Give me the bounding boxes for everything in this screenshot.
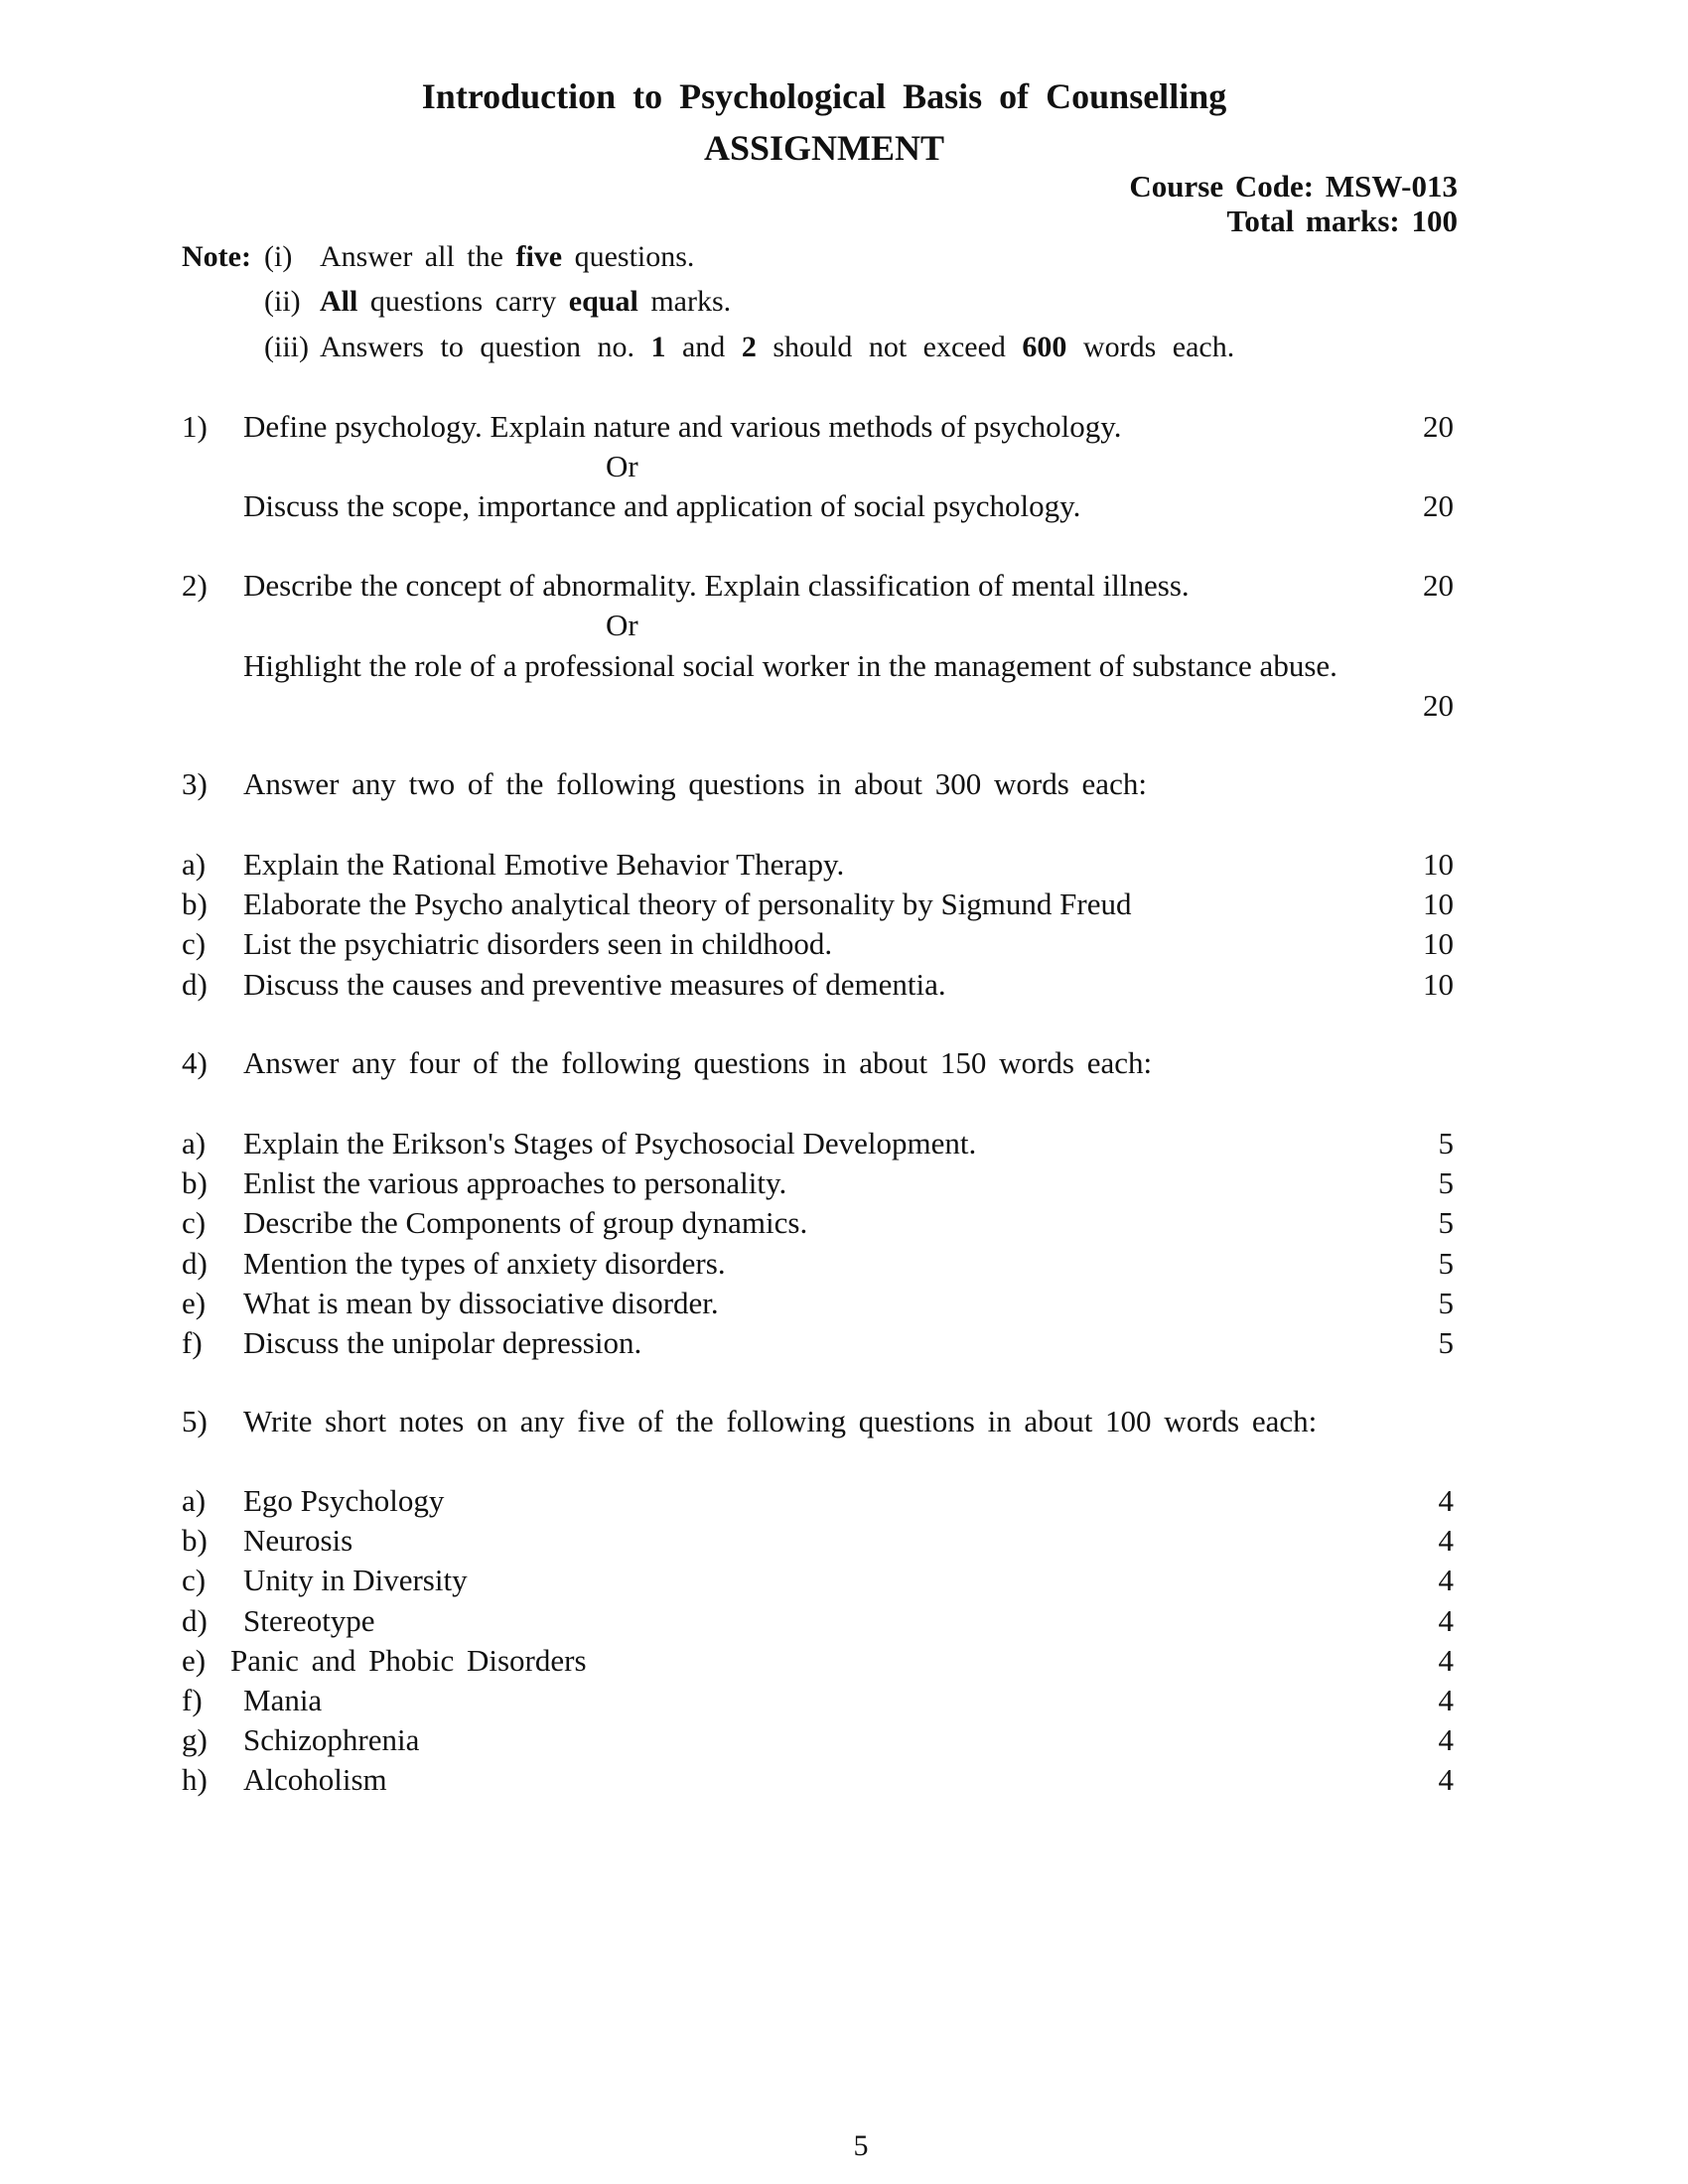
subitem-text: Enlist the various approaches to personality.: [243, 1165, 787, 1200]
subitem-text: Ego Psychology: [243, 1483, 445, 1518]
subitem-label: a): [182, 847, 207, 882]
subitem-text: Panic and Phobic Disorders: [230, 1643, 587, 1678]
course-code: Course Code: MSW-013: [1129, 169, 1458, 204]
subitem-text: Explain the Erikson's Stages of Psychosocial Development.: [243, 1126, 977, 1160]
subitem-label: c): [182, 926, 207, 961]
note-item-2-num: (ii): [264, 285, 301, 318]
question-1-alt-text: Discuss the scope, importance and application of social psychology.: [243, 488, 1081, 523]
question-2-text: Describe the concept of abnormality. Explain classification of mental illness.: [243, 568, 1190, 603]
note-item-1-num: (i): [264, 240, 293, 273]
question-2-alt-text: Highlight the role of a professional social worker in the management of substance abuse.: [243, 648, 1337, 683]
note-item-2: [320, 285, 731, 319]
subitem-label: b): [182, 1523, 208, 1558]
note-item-2-bold-a: All: [320, 285, 358, 318]
subitem-label: b): [182, 887, 208, 921]
question-2-number: 2): [182, 568, 208, 603]
note-item-3-text-b: and: [665, 331, 742, 363]
subitem-marks: 4: [1438, 1523, 1454, 1558]
subitem-marks: 5: [1438, 1246, 1454, 1281]
question-1-alt-marks: 20: [1423, 488, 1454, 523]
subitem-text: Mention the types of anxiety disorders.: [243, 1246, 726, 1281]
question-5-number: 5): [182, 1404, 208, 1438]
subitem-text: Stereotype: [243, 1603, 375, 1638]
subitem-label: e): [182, 1286, 207, 1320]
document-title: Introduction to Psychological Basis of Counselling: [421, 76, 1227, 116]
subitem-marks: 10: [1423, 926, 1454, 961]
question-4-text: Answer any four of the following questions in about 150 words each:: [243, 1045, 1153, 1080]
note-item-3-text-c: should not exceed: [756, 331, 1023, 363]
question-3-text: Answer any two of the following questions in about 300 words each:: [243, 766, 1147, 801]
subitem-text: Neurosis: [243, 1523, 353, 1558]
subitem-marks: 4: [1438, 1762, 1454, 1797]
question-1-or: Or: [606, 449, 638, 483]
subitem-marks: 5: [1438, 1126, 1454, 1160]
subitem-label: a): [182, 1126, 207, 1160]
subitem-text: Explain the Rational Emotive Behavior Therapy.: [243, 847, 845, 882]
subitem-marks: 4: [1438, 1722, 1454, 1757]
note-item-2-bold-b: equal: [568, 285, 638, 318]
subitem-label: d): [182, 967, 208, 1002]
subitem-marks: 4: [1438, 1483, 1454, 1518]
subitem-label: f): [182, 1325, 203, 1360]
note-item-1-text-b: questions.: [562, 240, 695, 273]
question-2-or: Or: [606, 608, 638, 642]
subitem-text: Elaborate the Psycho analytical theory of personality by Sigmund Freud: [243, 887, 1132, 921]
subitem-marks: 4: [1438, 1603, 1454, 1638]
note-item-3-text-a: Answers to question no.: [320, 331, 651, 363]
subitem-text: Describe the Components of group dynamics.: [243, 1205, 808, 1240]
note-item-1-text-a: Answer all the: [320, 240, 516, 273]
subitem-marks: 10: [1423, 847, 1454, 882]
subitem-marks: 10: [1423, 967, 1454, 1002]
subitem-text: Alcoholism: [243, 1762, 387, 1797]
note-label: Note:: [182, 240, 251, 273]
question-4-number: 4): [182, 1045, 208, 1080]
question-1-marks: 20: [1423, 409, 1454, 444]
subitem-marks: 5: [1438, 1286, 1454, 1320]
note-item-3-text-d: words each.: [1066, 331, 1235, 363]
total-marks: Total marks: 100: [1226, 204, 1458, 238]
subitem-label: b): [182, 1165, 208, 1200]
page-number: 5: [853, 2129, 869, 2162]
document-subtitle: ASSIGNMENT: [703, 128, 945, 168]
subitem-label: c): [182, 1205, 207, 1240]
subitem-text: What is mean by dissociative disorder.: [243, 1286, 719, 1320]
note-item-2-text-a: questions carry: [357, 285, 569, 318]
note-item-3-bold-a: 1: [650, 331, 666, 363]
question-2-marks: 20: [1423, 568, 1454, 603]
subitem-text: Schizophrenia: [243, 1722, 420, 1757]
subitem-label: g): [182, 1722, 208, 1757]
subitem-label: e): [182, 1643, 207, 1678]
note-item-1-bold: five: [515, 240, 563, 273]
subitem-marks: 10: [1423, 887, 1454, 921]
subitem-marks: 4: [1438, 1643, 1454, 1678]
subitem-marks: 5: [1438, 1205, 1454, 1240]
note-item-1: [320, 240, 694, 274]
subitem-text: Mania: [243, 1683, 323, 1717]
subitem-marks: 5: [1438, 1165, 1454, 1200]
subitem-label: h): [182, 1762, 208, 1797]
subitem-label: a): [182, 1483, 207, 1518]
subitem-marks: 4: [1438, 1683, 1454, 1717]
question-3-number: 3): [182, 766, 208, 801]
note-item-3-bold-c: 600: [1022, 331, 1067, 363]
subitem-text: Discuss the unipolar depression.: [243, 1325, 642, 1360]
note-item-2-text-b: marks.: [637, 285, 732, 318]
subitem-label: d): [182, 1246, 208, 1281]
note-item-3: [320, 331, 1234, 364]
subitem-label: d): [182, 1603, 208, 1638]
subitem-text: Discuss the causes and preventive measures of dementia.: [243, 967, 946, 1002]
note-item-3-bold-b: 2: [741, 331, 757, 363]
note-item-3-num: (iii): [264, 331, 309, 363]
subitem-marks: 4: [1438, 1563, 1454, 1597]
question-2-alt-marks: 20: [1423, 688, 1454, 723]
subitem-text: Unity in Diversity: [243, 1563, 468, 1597]
question-1-text: Define psychology. Explain nature and various methods of psychology.: [243, 409, 1122, 444]
subitem-marks: 5: [1438, 1325, 1454, 1360]
subitem-label: f): [182, 1683, 203, 1717]
subitem-text: List the psychiatric disorders seen in childhood.: [243, 926, 833, 961]
question-1-number: 1): [182, 409, 208, 444]
question-5-text: Write short notes on any five of the following questions in about 100 words each:: [243, 1404, 1318, 1438]
subitem-label: c): [182, 1563, 207, 1597]
